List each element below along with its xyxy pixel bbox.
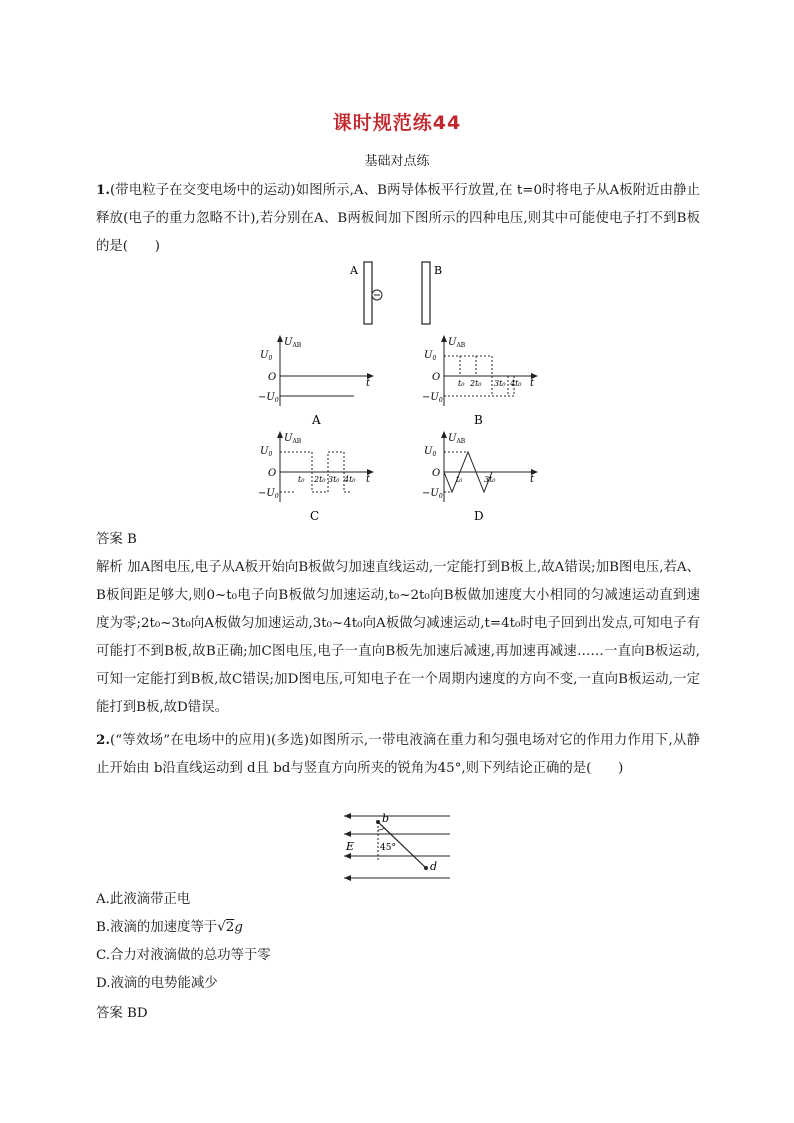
t-label: t [366,378,371,389]
y-arrow-icon [277,335,283,342]
2t0-tick: 2t₀ [314,475,326,484]
t0-tick: t₀ [298,475,305,484]
y-axis-label: $U_{AB}$ [284,433,302,445]
label-b: b [382,812,390,825]
sqrt-symbol: √2 [217,920,235,935]
u0-label: $U_0$ [260,446,273,458]
answer-value: BD [127,1006,148,1021]
question-2-text: (“等效场”在电场中的应用)(多选)如图所示,一带电液滴在重力和匀强电场对它的作用力作用下,从静止开始由 b沿直线运动到 d且 bd与竖直方向所夹的锐角为45°,则下列结论正确的是( ) [96,733,700,776]
neg-u0-label: $-U_0$ [422,488,443,500]
question-1-text: (带电粒子在交变电场中的运动)如图所示,A、B两导体板平行放置,在 t=0时将电子从A板附近由静止释放(电子的重力忽略不计),若分别在A、B两板间加下图所示的四种电压,则其中可能使电子打不到B板的是( ) [96,183,700,254]
option-c: C.合力对液滴做的总功等于零 [96,948,271,963]
option-b-g: g [234,920,243,935]
angle-label: 45° [380,843,396,853]
3t0-tick: 3t₀ [494,379,506,388]
graph-c [258,430,378,526]
field-arrow-icon [344,831,351,837]
origin-label: O [432,372,441,383]
y-axis-label: $U_{AB}$ [448,433,466,445]
graph-a [258,334,378,430]
graph-d [422,430,542,526]
question-2-answer [96,1004,148,1024]
u0-label: $U_0$ [424,350,437,362]
graph-d-caption: D [474,509,484,523]
plate-a-label: A [350,264,358,277]
option-b [96,918,243,938]
question-1-number: 1. [96,182,110,198]
neg-u0-label: $-U_0$ [258,392,279,404]
t0-tick: t₀ [458,379,465,388]
field-arrow-icon [344,875,351,881]
graph-a-caption: A [312,413,321,427]
analysis-text: 加A图电压,电子从A板开始向B板做匀加速直线运动,一定能打到B板上,故A错误;加B图电压,若A、B板间距足够大,则0~t₀电子向B板做匀加速运动,t₀~2t₀向B板做加速度大小相同的匀减速运动直到速度为零;2t₀~3t₀向A板做匀加速运动,3t₀~4t₀向A板做匀减速运动,t=4t₀时电子回到出发点,可知电子有可能打不到B板,故B正确;加C图电压,电子一直向B板先加速后减速,再加速再减速……一直向B板运动,可知一定能打到B板,故C错误;加D图电压,可知电子在一个周期内速度的方向不变,一直向B板运动,一定能打到B板,故D错误。 [96,560,700,715]
y-arrow-icon [277,431,283,438]
question-1-answer [96,530,137,550]
t-label: t [530,378,535,389]
point-b [376,820,380,824]
2t0-tick: 2t₀ [470,379,482,388]
section-heading: 基础对点练 [364,154,430,169]
answer-label: 答案 [96,532,123,547]
t0-tick: t₀ [456,475,463,484]
4t0-tick: 4t₀ [510,379,522,388]
origin-label: O [268,468,277,479]
t-label: t [530,474,535,485]
question-1-analysis [96,554,700,722]
sqrt-radicand: 2 [225,920,235,935]
angle-arc [378,828,384,830]
3t0-tick: 3t₀ [484,475,496,484]
t-label: t [366,474,371,485]
analysis-label: 解析 [96,560,123,575]
y-arrow-icon [441,431,447,438]
neg-u0-label: $-U_0$ [422,392,443,404]
label-e: E [346,840,355,853]
graph-c-caption: C [310,509,320,523]
3t0-tick: 3t₀ [328,475,340,484]
label-d: d [430,860,438,873]
point-d [424,866,428,870]
origin-label: O [432,468,441,479]
graph-b-caption: B [474,413,483,427]
u0-label: $U_0$ [424,446,437,458]
u0-label: $U_0$ [260,350,273,362]
option-a: A.此液滴带正电 [96,892,191,907]
y-arrow-icon [441,335,447,342]
neg-u0-label: $-U_0$ [258,488,279,500]
plate-b-label: B [434,264,443,277]
field-arrow-icon [344,853,351,859]
question-2-stem [96,726,700,783]
y-axis-label: $U_{AB}$ [448,337,466,349]
question-1-stem [96,176,700,261]
plate-b [422,262,430,324]
field-arrow-icon [344,813,351,819]
plates-figure [340,258,450,330]
option-b-text: B.液滴的加速度等于 [96,920,218,935]
option-d: D.液滴的电势能减少 [96,976,218,991]
plate-a [364,262,372,324]
answer-label: 答案 [96,1006,123,1021]
answer-value: B [127,532,137,547]
graph-b [422,334,542,430]
4t0-tick: 4t₀ [344,475,356,484]
origin-label: O [268,372,277,383]
page-title: 课时规范练44 [332,112,462,134]
field-figure [340,808,460,884]
question-2-number: 2. [96,732,110,748]
y-axis-label: $U_{AB}$ [284,337,302,349]
